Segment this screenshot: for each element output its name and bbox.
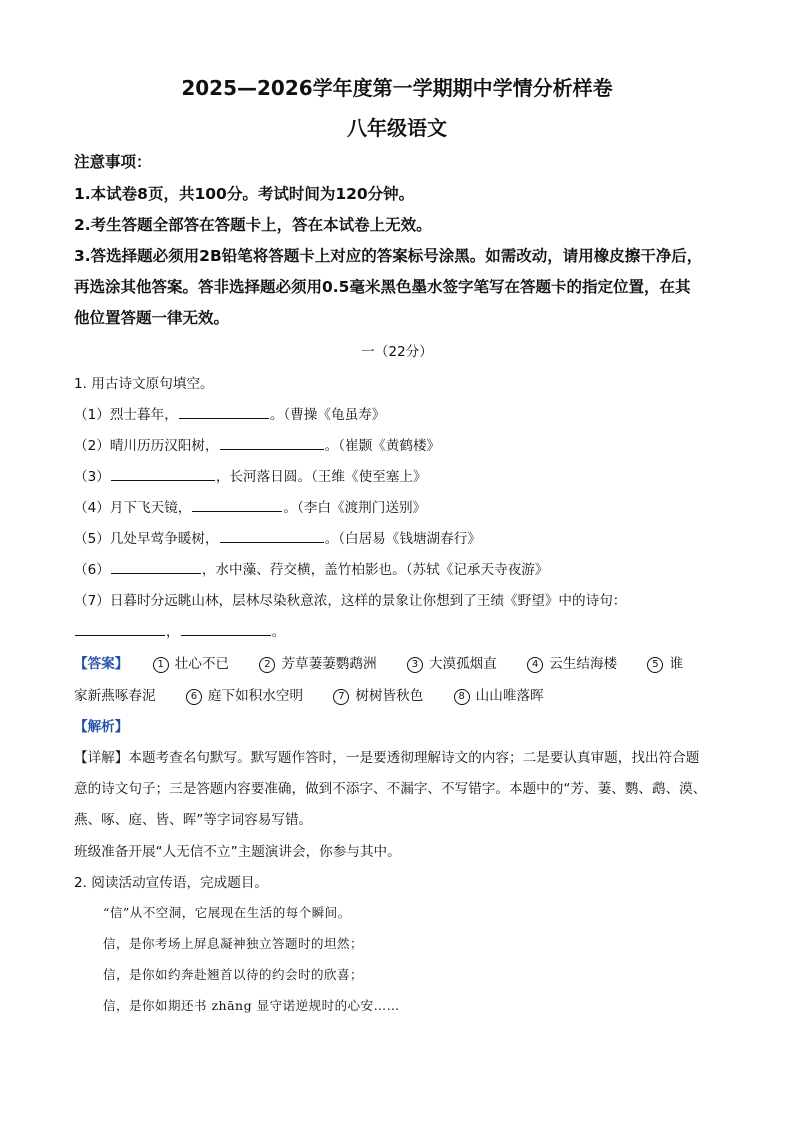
notice-item-3-line-3: 他位置答题一律无效。 (74, 309, 230, 327)
slogan-line-1: “信”从不空洞，它展现在生活的每个瞬间。 (103, 905, 351, 920)
answer-text: 山山唯落晖 (475, 688, 544, 704)
answer-item-7 (333, 684, 423, 705)
answer-text: 云生结海楼 (549, 656, 618, 672)
notice-item-3-line-2: 再选涂其他答案。答非选择题必须用0.5毫米黑色墨水签字笔写在答题卡的指定位置，在其 (74, 278, 691, 296)
q1-sub-4-pre: （4）月下飞天镜， (74, 500, 192, 516)
q1-sub-1-post: 。（曹操《龟虽寿》 (269, 407, 386, 423)
answer-blank (220, 435, 324, 450)
q2-stem: 2. 阅读活动宣传语，完成题目。 (74, 875, 269, 891)
analysis-line-1: 【详解】本题考查名句默写。默写题作答时，一是要透彻理解诗文的内容；二是要认真审题，找出符合题 (74, 750, 700, 766)
q1-sub-2-post: 。（崔颢《黄鹤楼》 (324, 438, 441, 454)
analysis-line-3: 燕、啄、庭、皆、晖”等字词容易写错。 (74, 812, 313, 828)
q1-sub-4-post: 。（李白《渡荆门送别》 (283, 500, 427, 516)
slogan-line-4: 信，是你如期还书 zhāng 显守诺逆规时的心安…… (103, 998, 400, 1013)
answer-text: 芳草萋萋鹦鹉洲 (281, 656, 377, 672)
q1-sub-7-end: 。 (271, 624, 286, 640)
answer-item-3 (407, 652, 497, 673)
q1-sub-5 (74, 527, 481, 547)
q1-sub-5-post: 。（白居易《钱塘湖春行》 (324, 531, 481, 547)
q1-sub-7-comma: ， (166, 624, 180, 640)
slogan-line-2: 信，是你考场上屏息凝神独立答题时的坦然； (103, 936, 364, 951)
q1-sub-7: （7）日暮时分远眺山林，层林尽染秋意浓，这样的景象让你想到了王绩《野望》中的诗句： (74, 593, 627, 609)
q1-stem: 1. 用古诗文原句填空。 (74, 376, 214, 392)
answer-number: 4 (527, 657, 543, 673)
answer-text: 庭下如积水空明 (207, 688, 304, 704)
q1-sub-6-pre: （6） (74, 562, 110, 578)
q1-sub-3-post: ，长河落日圆。（王维《使至塞上》 (215, 469, 427, 485)
q1-sub-1 (74, 403, 385, 423)
q1-sub-3 (74, 465, 427, 485)
analysis-line-2: 意的诗文句子；三是答题内容要准确，做到不添字、不漏字、不写错字。本题中的“芳、萋、鹦、鹉、漠、 (74, 781, 707, 797)
activity-intro: 班级准备开展“人无信不立”主题演讲会，你参与其中。 (74, 844, 401, 860)
answer-blank (111, 559, 201, 574)
answer-text: 树树皆秋色 (355, 688, 424, 704)
answer-number: 5 (647, 657, 663, 673)
answer-row-1 (74, 652, 683, 673)
answer-row-2 (74, 684, 544, 705)
exam-subtitle: 八年级语文 (347, 116, 447, 140)
slogan-line-3: 信，是你如约奔赴翘首以待的约会时的欣喜； (103, 967, 364, 982)
answer-item-6 (186, 684, 303, 705)
answer-blank (181, 621, 271, 636)
exam-title: 2025—2026学年度第一学期期中学情分析样卷 (181, 76, 613, 100)
q1-sub-3-pre: （3） (74, 469, 110, 485)
notice-item-2: 2.考生答题全部答在答题卡上，答在本试卷上无效。 (74, 216, 432, 234)
answer-item-1 (153, 652, 229, 673)
q1-sub-1-pre: （1）烈士暮年， (74, 407, 178, 423)
answer-tag: 【答案】 (74, 656, 129, 672)
section-heading: 一（22分） (361, 344, 433, 360)
q1-sub-7-blanks (74, 620, 285, 640)
answer-item-4 (527, 652, 617, 673)
q1-sub-4 (74, 496, 426, 516)
answer-blank (192, 497, 282, 512)
notice-item-1: 1.本试卷8页，共100分。考试时间为120分钟。 (74, 185, 415, 203)
answer-number: 6 (186, 689, 202, 705)
answer-item-5 (647, 652, 683, 673)
analysis-tag: 【解析】 (74, 719, 129, 735)
answer-number: 1 (153, 657, 169, 673)
answer-blank (220, 528, 324, 543)
answer-blank (179, 404, 269, 419)
q1-sub-2 (74, 434, 440, 454)
answer-item-5-cont: 家新燕啄春泥 (74, 688, 156, 704)
answer-item-8 (454, 684, 544, 705)
answer-blank (75, 621, 165, 636)
answer-text: 谁 (669, 656, 684, 672)
notice-heading: 注意事项： (74, 153, 152, 171)
q1-sub-5-pre: （5）几处早莺争暖树， (74, 531, 219, 547)
notice-item-3-line-1: 3.答选择题必须用2B铅笔将答题卡上对应的答案标号涂黑。如需改动，请用橡皮擦干净后， (74, 247, 703, 265)
answer-blank (111, 466, 215, 481)
answer-number: 8 (454, 689, 470, 705)
answer-number: 3 (407, 657, 423, 673)
answer-text: 大漠孤烟直 (428, 656, 497, 672)
q1-sub-2-pre: （2）晴川历历汉阳树， (74, 438, 219, 454)
answer-number: 7 (333, 689, 349, 705)
answer-number: 2 (259, 657, 275, 673)
q1-sub-6-post: ，水中藻、荇交横，盖竹柏影也。（苏轼《记承天寺夜游》 (201, 562, 549, 578)
answer-item-2 (259, 652, 376, 673)
answer-text: 壮心不已 (174, 656, 230, 672)
q1-sub-6 (74, 558, 548, 578)
